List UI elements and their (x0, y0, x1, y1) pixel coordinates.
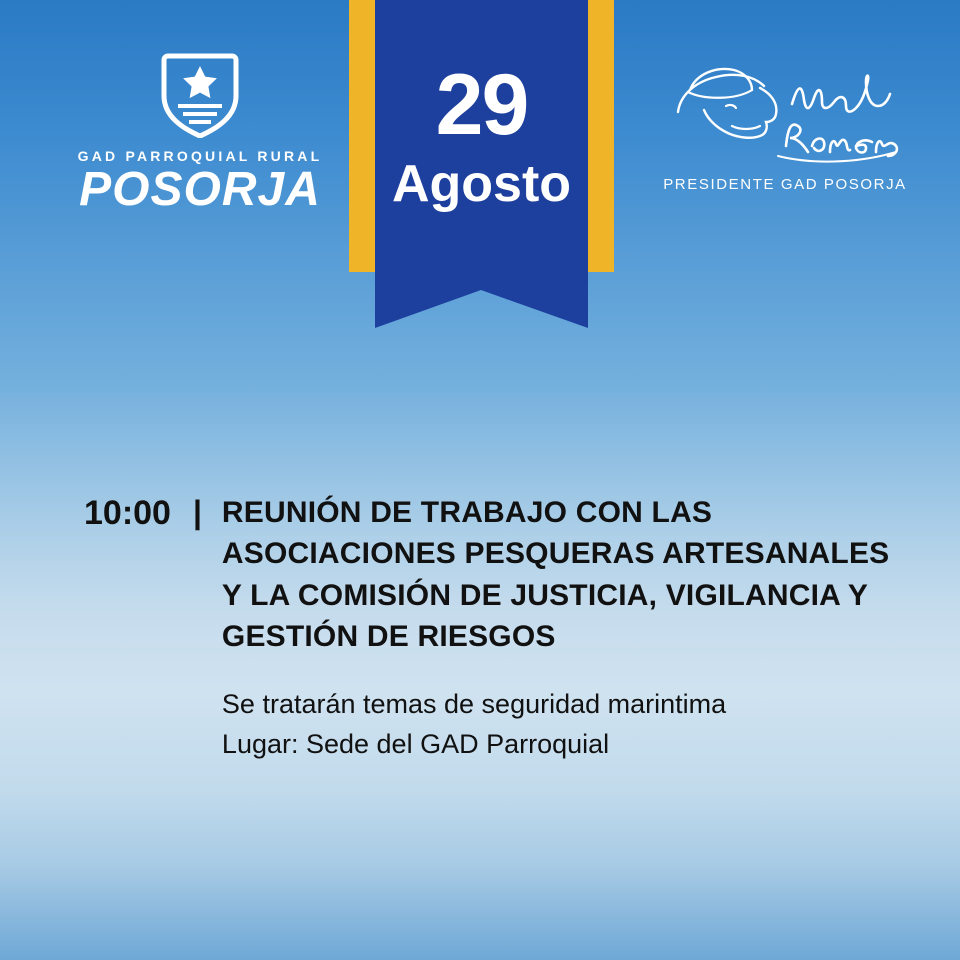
event-separator: | (192, 494, 202, 530)
president-face-signature-icon (640, 60, 930, 170)
event-body (222, 492, 914, 765)
ribbon-accent-left (349, 0, 375, 272)
event-detail-location: Lugar: Sede del GAD Parroquial (221, 729, 610, 760)
event-time: 10:00 (84, 494, 171, 532)
poster-header (0, 0, 960, 340)
event-title: REUNIÓN DE TRABAJO CON LAS ASOCIACIONES PESQUERAS ARTESANALES Y LA COMISIÓN DE JUSTICIA, VIGILANCIA Y GESTIÓN DE RIESGOS (221, 496, 890, 654)
ribbon-date-text (375, 57, 588, 213)
ribbon-tail (375, 290, 588, 328)
shield-star-icon (60, 50, 340, 138)
organization-subtitle: GAD PARROQUIAL RURAL (77, 148, 323, 164)
president-caption: PRESIDENTE GAD POSORJA (663, 176, 907, 193)
ribbon-day: 29 (435, 57, 528, 153)
ribbon-month: Agosto (391, 155, 572, 213)
event-entry (84, 492, 914, 765)
president-signature-block (640, 60, 930, 193)
event-details (222, 684, 914, 765)
ribbon-accent-right (588, 0, 614, 272)
event-detail-topic: Se tratarán temas de seguridad marintima (221, 688, 727, 719)
organization-logo (60, 50, 340, 214)
organization-name: POSORJA (79, 163, 321, 216)
